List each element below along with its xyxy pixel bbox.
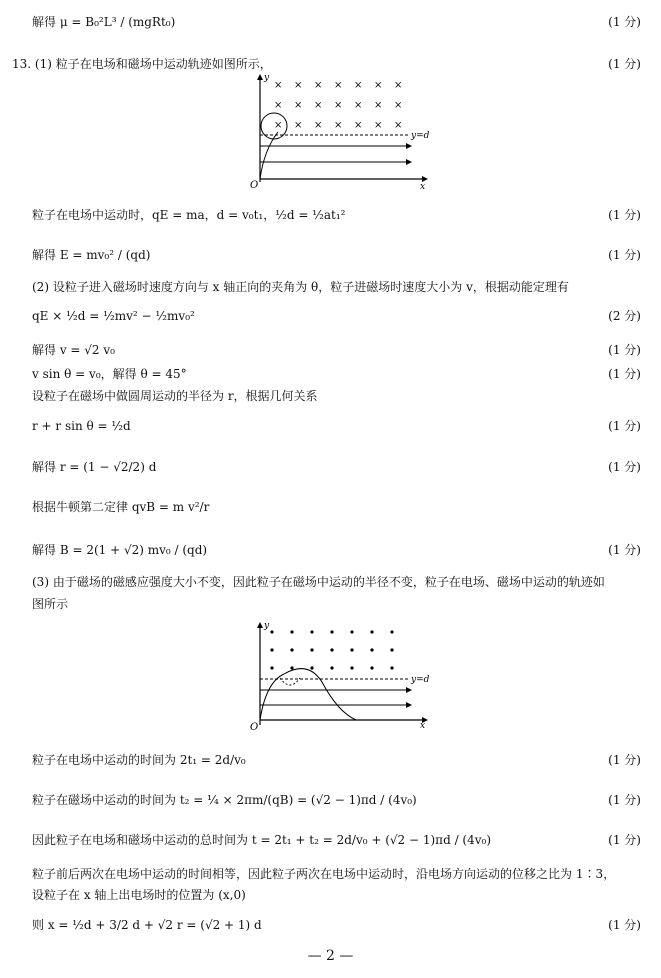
solution-text: r + r sin θ = ½d	[32, 419, 131, 433]
solution-line	[0, 12, 661, 32]
solution-text: 粒子前后两次在电场中运动的时间相等，因此粒子两次在电场中运动时，沿电场方向运动的位移之比为 1∶3，	[32, 867, 616, 881]
fig1-dashed-label: y=d	[411, 131, 430, 141]
solution-line	[0, 750, 661, 770]
svg-text:×: ×	[394, 120, 403, 131]
svg-text:×: ×	[354, 120, 363, 131]
fig2-x-label: x	[420, 721, 426, 731]
solution-text: 根据牛顿第二定律 qvB = m v²/r	[32, 500, 210, 514]
score-mark: (1 分)	[608, 367, 641, 381]
solution-line	[0, 885, 661, 905]
solution-text: qE × ½d = ½mv² − ½mv₀²	[32, 309, 195, 323]
svg-text:×: ×	[374, 100, 383, 111]
fig1-origin: O	[250, 180, 259, 191]
solution-text: 13. (1) 粒子在电场和磁场中运动轨迹如图所示，	[12, 57, 272, 71]
solution-text: 图所示	[32, 597, 69, 611]
solution-line	[0, 457, 661, 477]
score-mark: (1 分)	[608, 208, 641, 222]
svg-text:×: ×	[334, 80, 343, 91]
svg-text:×: ×	[274, 80, 283, 91]
fig1-y-label: y	[264, 73, 270, 83]
solution-text: (2) 设粒子进入磁场时速度方向与 x 轴正向的夹角为 θ，粒子进磁场时速度大小为 v，根据动能定理有	[32, 280, 569, 294]
solution-text: 解得 r = (1 − √2/2) d	[32, 460, 157, 474]
solution-line	[0, 497, 661, 517]
score-mark: (1 分)	[608, 793, 641, 807]
score-mark: (1 分)	[608, 248, 641, 262]
svg-text:×: ×	[394, 80, 403, 91]
score-mark: (1 分)	[608, 460, 641, 474]
solution-text: 因此粒子在电场和磁场中运动的总时间为 t = 2t₁ + t₂ = 2d/v₀ + (√2 − 1)πd / (4v₀)	[32, 833, 492, 847]
solution-line	[0, 277, 661, 297]
svg-text:×: ×	[274, 120, 283, 131]
solution-line	[0, 915, 661, 935]
solution-line	[0, 364, 661, 384]
svg-text:×: ×	[314, 80, 323, 91]
solution-text: 则 x = ½d + 3/2 d + √2 r = (√2 + 1) d	[32, 918, 262, 932]
solution-text: 粒子在磁场中运动的时间为 t₂ = ¼ × 2πm/(qB) = (√2 − 1)πd / (4v₀)	[32, 793, 417, 807]
svg-text:×: ×	[354, 100, 363, 111]
solution-line	[0, 245, 661, 265]
solution-line	[0, 864, 661, 884]
trajectory-figure-1	[248, 72, 438, 192]
solution-line	[0, 540, 661, 560]
solution-line	[0, 54, 661, 74]
score-mark: (1 分)	[608, 543, 641, 557]
score-mark: (1 分)	[608, 343, 641, 357]
solution-text: 解得 E = mv₀² / (qd)	[32, 248, 151, 262]
solution-line	[0, 572, 661, 592]
score-mark: (1 分)	[608, 15, 641, 29]
fig2-origin: O	[250, 722, 259, 733]
score-mark: (1 分)	[608, 419, 641, 433]
solution-line	[0, 306, 661, 326]
score-mark: (1 分)	[608, 57, 641, 71]
solution-text: 设粒子在 x 轴上出电场时的位置为 (x,0)	[32, 888, 246, 902]
svg-text:×: ×	[374, 80, 383, 91]
solution-text: 粒子在电场中运动时，qE = ma，d = v₀t₁，½d = ½at₁²	[32, 208, 346, 222]
fig2-dashed-label: y=d	[411, 675, 430, 685]
page-number: — 2 —	[307, 948, 354, 964]
svg-text:×: ×	[294, 100, 303, 111]
solution-text: 解得 μ = B₀²L³ / (mgRt₀)	[32, 15, 176, 29]
svg-text:×: ×	[314, 100, 323, 111]
score-mark: (2 分)	[608, 309, 641, 323]
score-mark: (1 分)	[608, 753, 641, 767]
solution-text: (3) 由于磁场的磁感应强度大小不变，因此粒子在磁场中运动的半径不变，粒子在电场、磁场中运动的轨迹如	[32, 575, 605, 589]
svg-text:×: ×	[334, 100, 343, 111]
score-mark: (1 分)	[608, 918, 641, 932]
fig2-y-label: y	[264, 621, 270, 631]
svg-text:×: ×	[294, 120, 303, 131]
solution-line	[0, 830, 661, 850]
svg-text:×: ×	[314, 120, 323, 131]
svg-text:×: ×	[394, 100, 403, 111]
trajectory-figure-2	[248, 620, 438, 735]
svg-text:×: ×	[354, 80, 363, 91]
score-mark: (1 分)	[608, 833, 641, 847]
svg-text:×: ×	[274, 100, 283, 111]
fig1-x-label: x	[420, 182, 426, 192]
svg-text:×: ×	[374, 120, 383, 131]
solution-line	[0, 340, 661, 360]
svg-text:×: ×	[294, 80, 303, 91]
solution-text: 设粒子在磁场中做圆周运动的半径为 r，根据几何关系	[32, 389, 318, 403]
solution-line	[0, 790, 661, 810]
solution-text: 解得 v = √2 v₀	[32, 343, 115, 357]
solution-text: 解得 B = 2(1 + √2) mv₀ / (qd)	[32, 543, 208, 557]
svg-text:×: ×	[334, 120, 343, 131]
solution-text: v sin θ = v₀，解得 θ = 45°	[32, 367, 187, 381]
solution-line	[0, 386, 661, 406]
solution-line	[0, 205, 661, 225]
solution-line	[0, 416, 661, 436]
solution-line	[0, 594, 661, 614]
solution-text: 粒子在电场中运动的时间为 2t₁ = 2d/v₀	[32, 753, 246, 767]
